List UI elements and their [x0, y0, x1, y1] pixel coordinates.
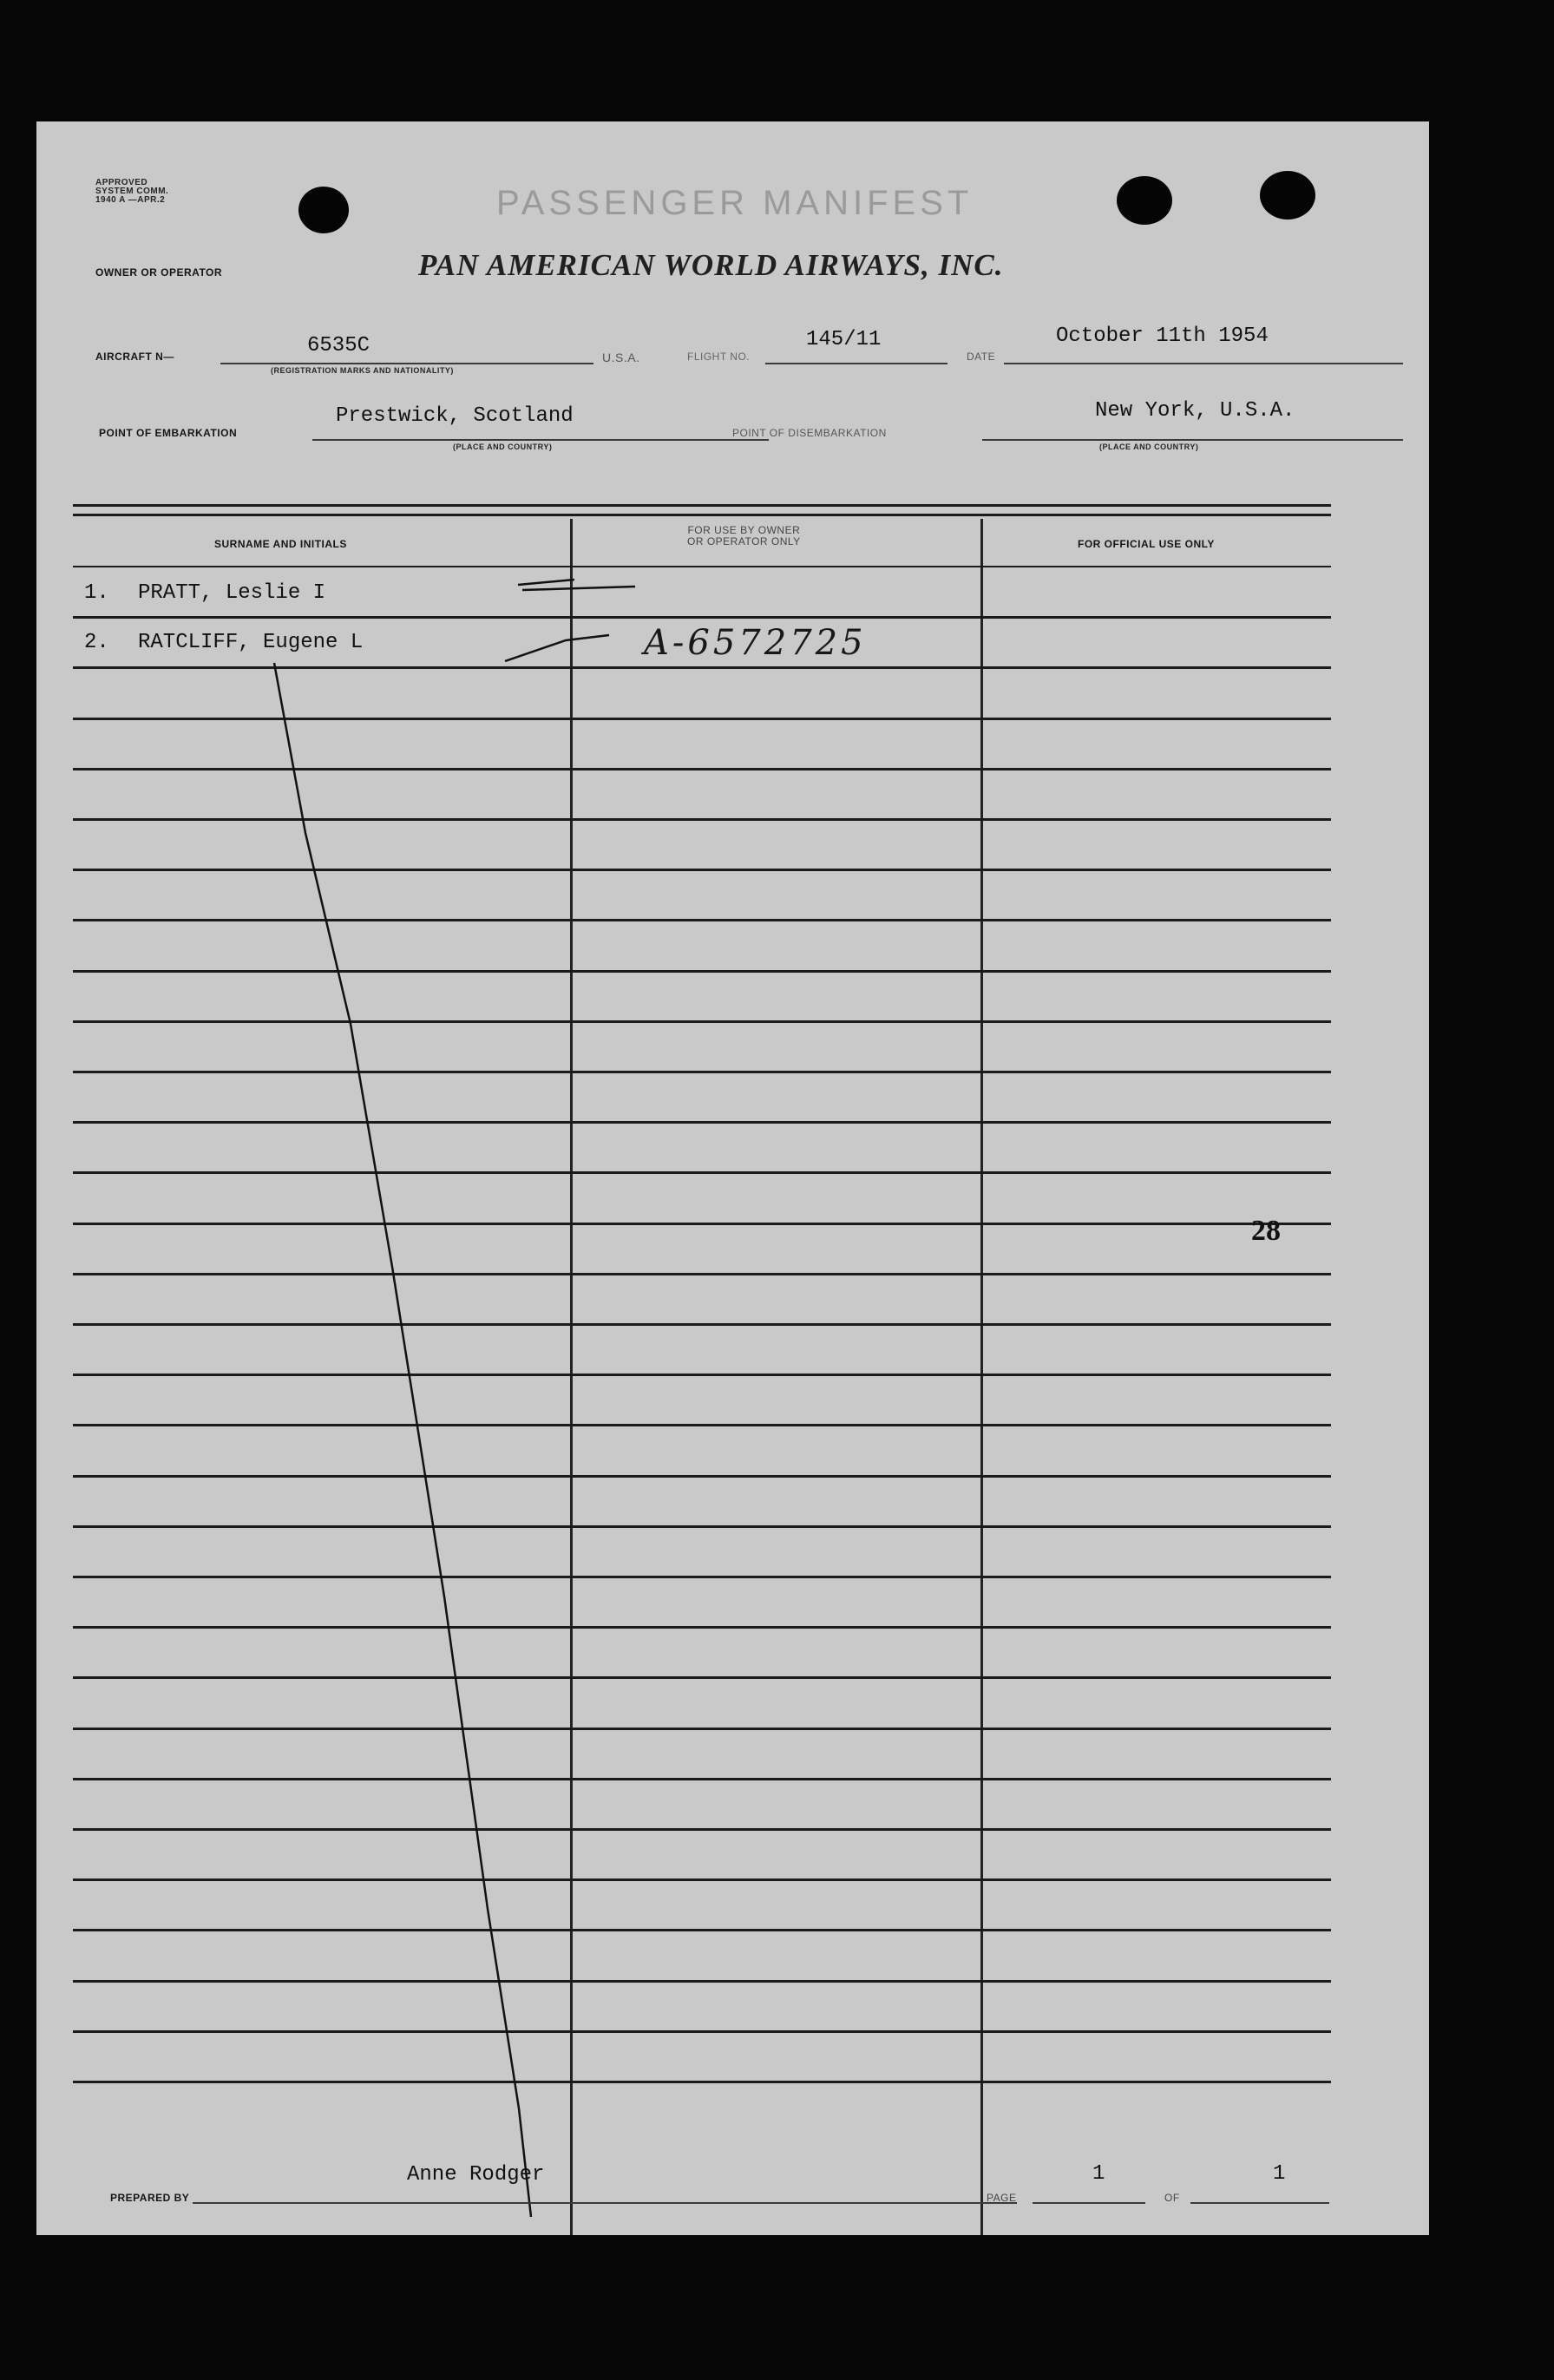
ditto-line [274, 663, 531, 2217]
manifest-sheet [36, 121, 1429, 2235]
page-value: 1 [1092, 2162, 1105, 2186]
prepared-label: PREPARED BY [110, 2192, 190, 2204]
prepared-underline [193, 2202, 1017, 2204]
margin-number: 28 [1251, 1215, 1281, 1247]
operator-name: PAN AMERICAN WORLD AIRWAYS, INC. [418, 248, 1004, 282]
of-label: OF [1164, 2192, 1180, 2204]
passenger-2-name: RATCLIFF, Eugene L [138, 631, 364, 654]
aircraft-value: 6535C [307, 334, 370, 357]
registration-caption: (REGISTRATION MARKS AND NATIONALITY) [271, 366, 454, 375]
flight-label: FLIGHT NO. [687, 351, 751, 363]
prepared-value: Anne Rodger [407, 2163, 545, 2187]
approval-line-3: 1940 A —APR.2 [95, 195, 166, 205]
flight-value: 145/11 [806, 328, 882, 351]
disembarkation-value: New York, U.S.A. [1095, 399, 1295, 423]
of-value: 1 [1273, 2162, 1286, 2186]
embarkation-value: Prestwick, Scotland [336, 404, 574, 428]
tick-mark-row-1 [518, 580, 635, 590]
handwritten-marks [36, 121, 1429, 2235]
col-surname-header: SURNAME AND INITIALS [214, 538, 347, 550]
approval-line-1: APPROVED [95, 178, 148, 187]
usa-label: U.S.A. [602, 351, 640, 364]
of-underline [1190, 2202, 1329, 2204]
disembarkation-caption: (PLACE AND COUNTRY) [1099, 443, 1199, 451]
aircraft-label: AIRCRAFT N— [95, 351, 174, 363]
date-label: DATE [967, 351, 996, 363]
page-label: PAGE [987, 2192, 1017, 2204]
disembarkation-label: POINT OF DISEMBARKATION [732, 427, 887, 439]
page-underline [1033, 2202, 1145, 2204]
passenger-2-owner-note: A-6572725 [644, 623, 867, 663]
approval-line-2: SYSTEM COMM. [95, 187, 169, 196]
date-value: October 11th 1954 [1056, 325, 1269, 348]
embarkation-label: POINT OF EMBARKATION [99, 427, 238, 439]
embarkation-caption: (PLACE AND COUNTRY) [453, 443, 553, 451]
col-official-header: FOR OFFICIAL USE ONLY [1078, 538, 1215, 550]
form-title: PASSENGER MANIFEST [496, 184, 974, 222]
owner-label: OWNER OR OPERATOR [95, 266, 223, 279]
col-owner-header-line1: FOR USE BY OWNER [687, 524, 801, 536]
passenger-1-number: 1. [84, 581, 109, 605]
tick-mark-row-2 [505, 635, 609, 661]
passenger-2-number: 2. [84, 631, 109, 654]
col-owner-header-line2: OR OPERATOR ONLY [687, 535, 801, 547]
passenger-1-name: PRATT, Leslie I [138, 581, 326, 605]
